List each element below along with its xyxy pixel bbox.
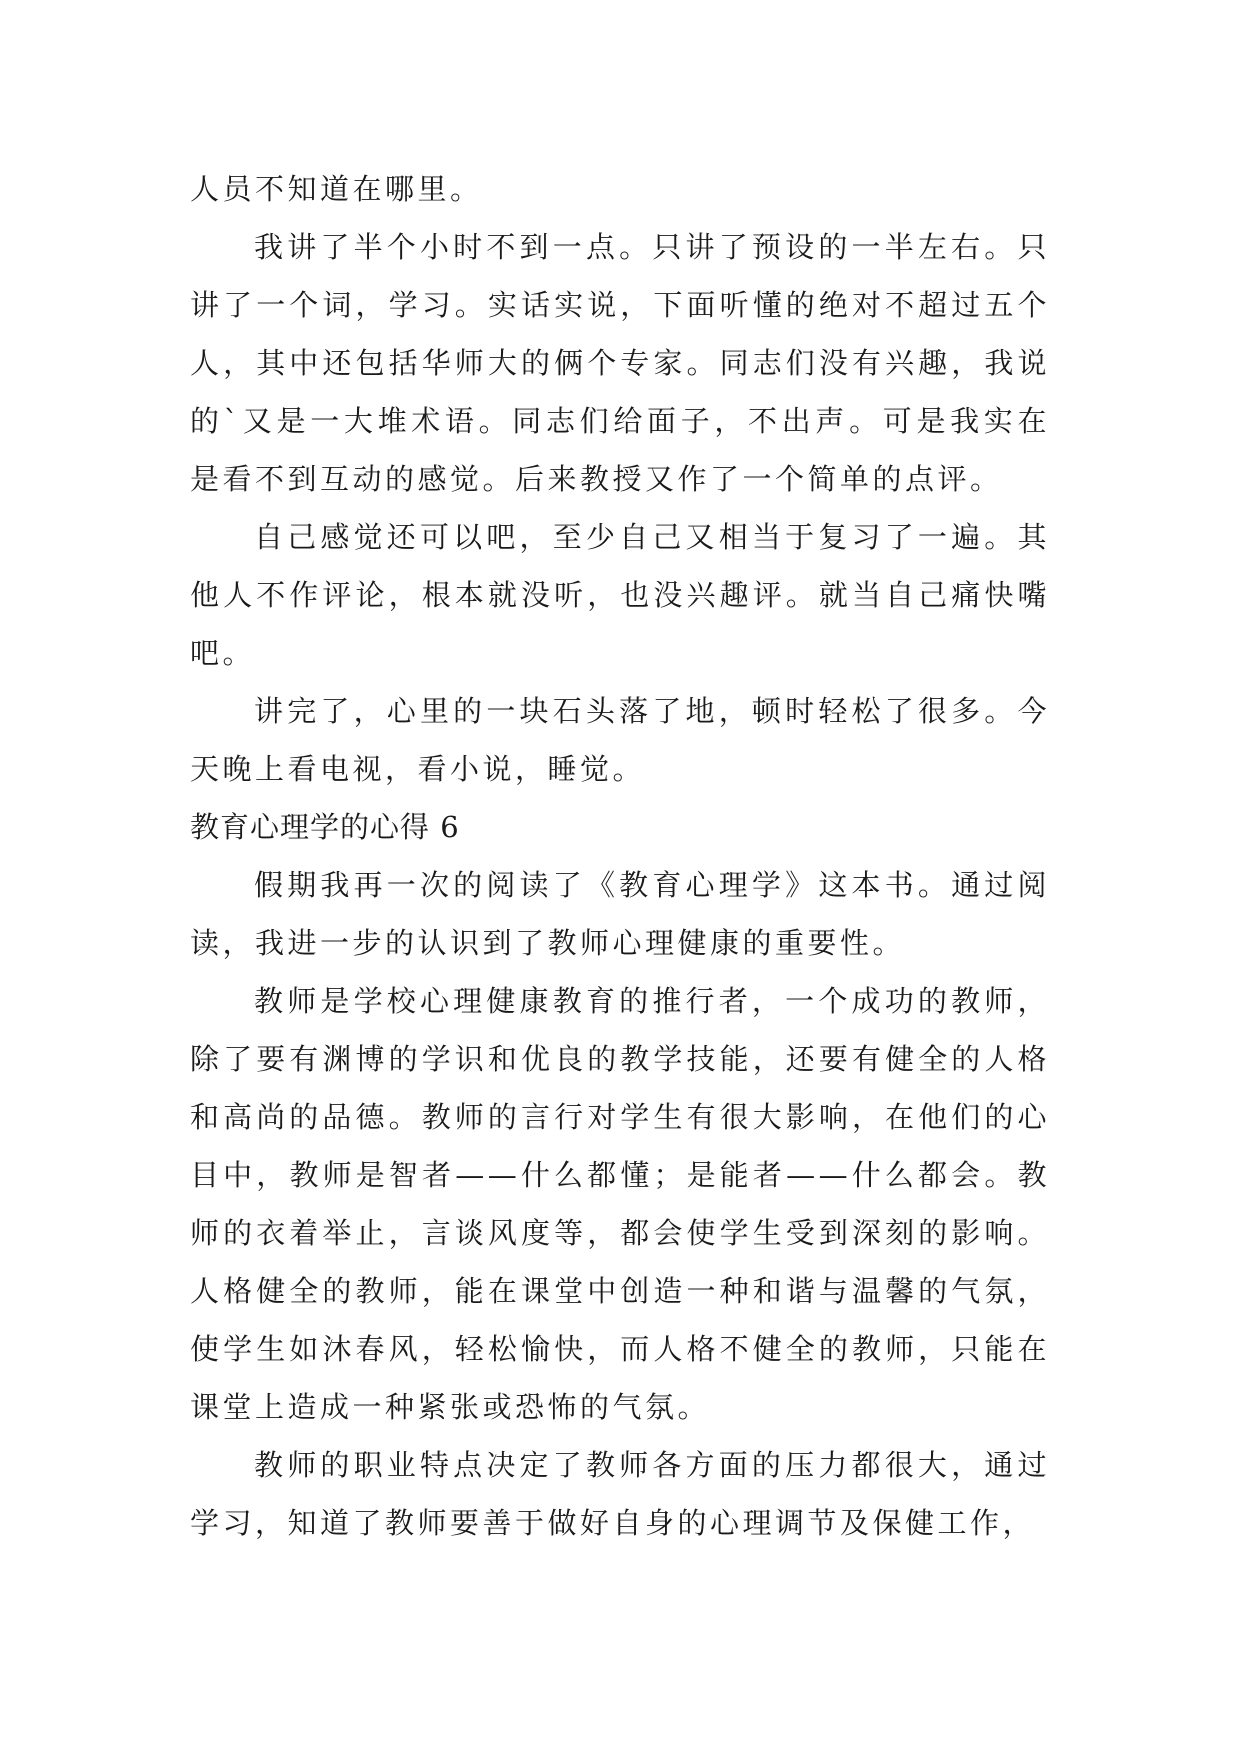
document-body	[190, 160, 1050, 1552]
paragraph: 自己感觉还可以吧，至少自己又相当于复习了一遍。其他人不作评论，根本就没听，也没兴趣评。就当自己痛快嘴吧。	[190, 520, 1050, 670]
paragraph: 假期我再一次的阅读了《教育心理学》这本书。通过阅读，我进一步的认识到了教师心理健康的重要性。	[190, 868, 1050, 960]
paragraph: 我讲了半个小时不到一点。只讲了预设的一半左右。只讲了一个词，学习。实话实说，下面听懂的绝对不超过五个人，其中还包括华师大的俩个专家。同志们没有兴趣，我说的`又是一大堆术语。同志们给面子，不出声。可是我实在是看不到互动的感觉。后来教授又作了一个简单的点评。	[190, 230, 1050, 496]
paragraph: 教师是学校心理健康教育的推行者，一个成功的教师，除了要有渊博的学识和优良的教学技能，还要有健全的人格和高尚的品德。教师的言行对学生有很大影响，在他们的心目中，教师是智者——什么都懂；是能者——什么都会。教师的衣着举止，言谈风度等，都会使学生受到深刻的影响。人格健全的教师，能在课堂中创造一种和谐与温馨的气氛，使学生如沐春风，轻松愉快，而人格不健全的教师，只能在课堂上造成一种紧张或恐怖的气氛。	[190, 984, 1050, 1424]
paragraph: 人员不知道在哪里。	[190, 172, 483, 206]
paragraph: 教师的职业特点决定了教师各方面的压力都很大，通过学习，知道了教师要善于做好自身的心理调节及保健工作，	[190, 1448, 1050, 1540]
paragraph: 讲完了，心里的一块石头落了地，顿时轻松了很多。今天晚上看电视，看小说，睡觉。	[190, 694, 1050, 786]
section-heading: 教育心理学的心得 6	[190, 810, 460, 844]
